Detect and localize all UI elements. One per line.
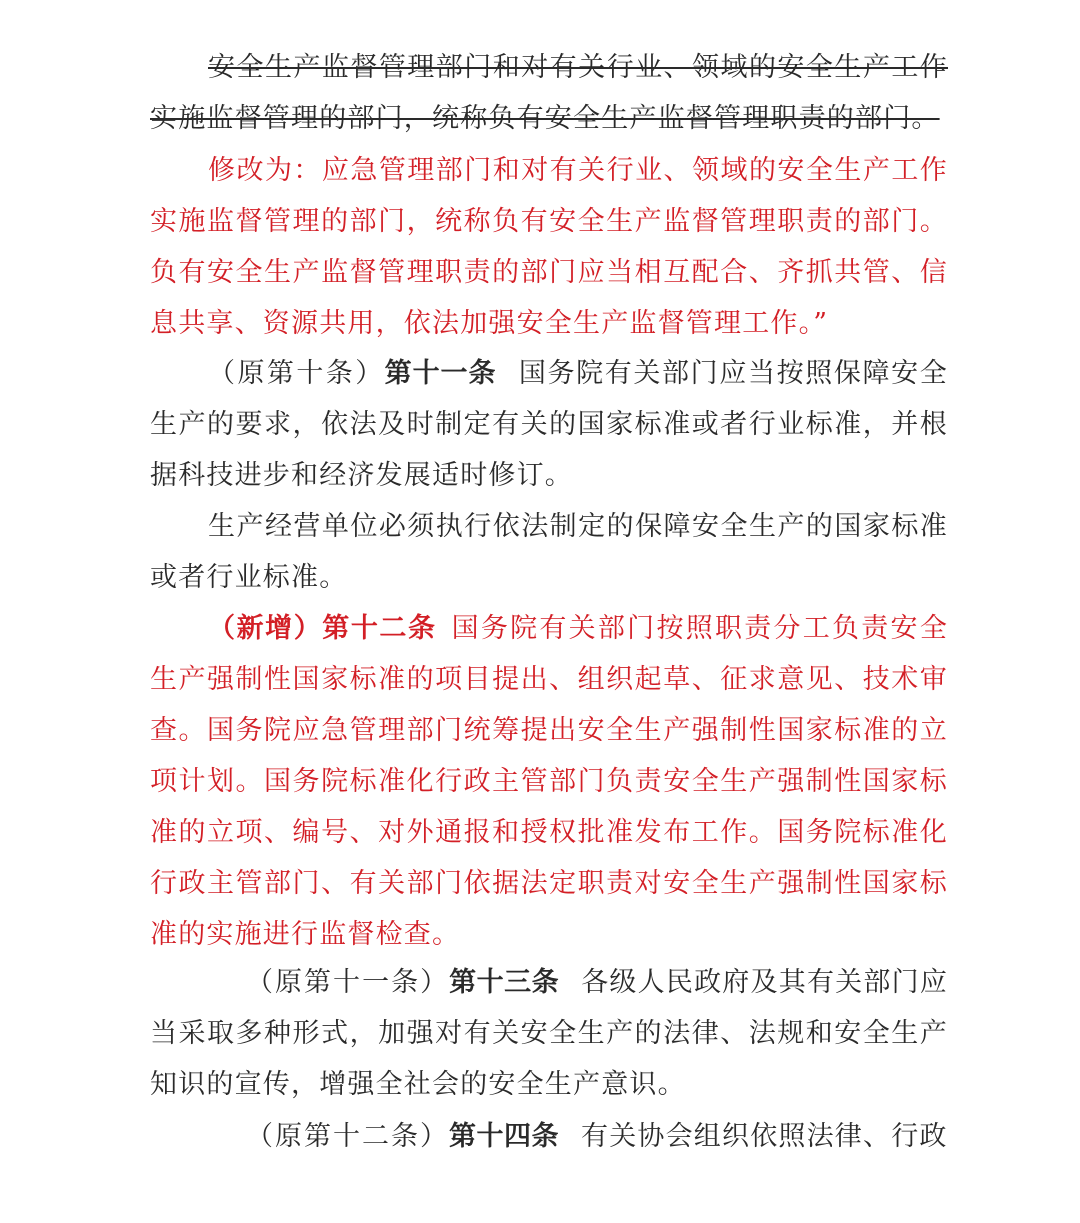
- article-12-text: 国务院有关部门按照职责分工负责安全生产强制性国家标准的项目提出、组织起草、征求意见、技术审查。国务院应急管理部门统筹提出安全生产强制性国家标准的立项计划。国务院标准化行政主管部门负责安全生产强制性国家标准的立项、编号、对外通报和授权批准发布工作。国务院标准化行政主管部门、有关部门依据法定职责对安全生产强制性国家标准的实施进行监督检查。: [150, 613, 949, 950]
- article-12-paragraph: [150, 603, 948, 960]
- article-13-number: 第十三条: [449, 967, 560, 998]
- article-12-origin: （新增）: [208, 613, 323, 644]
- deleted-text: 安全生产监督管理部门和对有关行业、领域的安全生产工作实施监督管理的部门，统称负有安全生产监督管理职责的部门。: [150, 52, 948, 134]
- article-11-paragraph: [150, 348, 948, 501]
- article-13-paragraph: [150, 957, 948, 1110]
- article-13-text: 各级人民政府及其有关部门应当采取多种形式，加强对有关安全生产的法律、法规和安全生产知识的宣传，增强全社会的安全生产意识。: [150, 967, 949, 1100]
- amended-paragraph: [150, 145, 948, 349]
- article-14-paragraph: [150, 1111, 948, 1162]
- article-13-origin: （原第十一条）: [246, 967, 450, 998]
- article-14-number: 第十四条: [449, 1121, 559, 1152]
- standard-compliance-text: 生产经营单位必须执行依法制定的保障安全生产的国家标准或者行业标准。: [150, 511, 948, 593]
- article-14-text: 有关协会组织依照法律、行政: [581, 1121, 948, 1152]
- article-14-origin: （原第十二条）: [246, 1121, 449, 1152]
- article-12-number: 第十二条: [322, 613, 437, 644]
- standard-compliance-paragraph: [150, 501, 948, 603]
- deleted-paragraph: [150, 42, 948, 144]
- article-11-number: 第十一条: [384, 358, 497, 389]
- article-11-origin: （原第十条）: [208, 358, 385, 389]
- article-11-text: 国务院有关部门应当按照保障安全生产的要求，依法及时制定有关的国家标准或者行业标准，并根据科技进步和经济发展适时修订。: [150, 358, 949, 491]
- amended-text: 修改为：应急管理部门和对有关行业、领域的安全生产工作实施监督管理的部门，统称负有安全生产监督管理职责的部门。负有安全生产监督管理职责的部门应当相互配合、齐抓共管、信息共享、资源共用，依法加强安全生产监督管理工作。”: [150, 155, 948, 339]
